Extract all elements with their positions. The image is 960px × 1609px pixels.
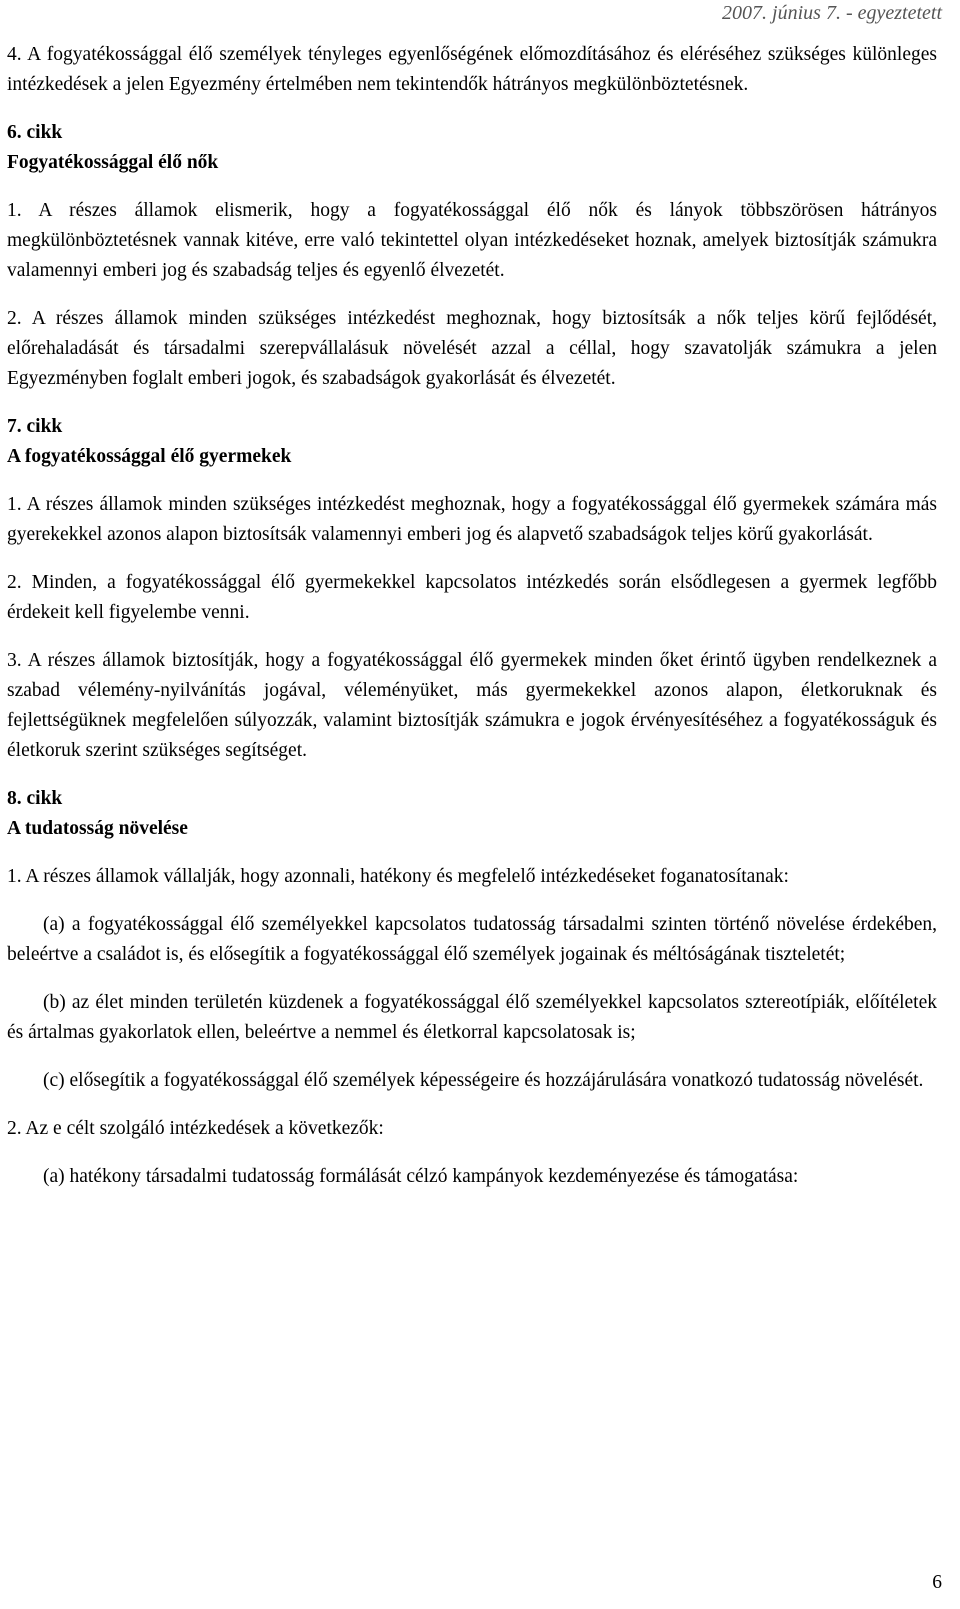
document-body [7,40,937,1192]
article7-number: 7. cikk [7,416,63,437]
article8-paragraph2-item-a: (a) hatékony társadalmi tudatosság formálását célzó kampányok kezdeményezése és támogatása: [43,1166,799,1187]
article7-paragraph2: 2. Minden, a fogyatékossággal élő gyermekekkel kapcsolatos intézkedés során elsődlegesen a gyermek legfőbb érdekeit kell figyelembe venni. [7,572,937,623]
article8-number: 8. cikk [7,788,63,809]
header-date-note: 2007. június 7. - egyeztetett [722,2,942,24]
article8-paragraph1-item-a: (a) a fogyatékossággal élő személyekkel kapcsolatos tudatosság társadalmi szinten történő növelése érdekében, beleértve a családot is, és elősegítik a fogyatékossággal élő személyek jogainak és méltóságának tiszteletét; [7,914,937,965]
article7-title: A fogyatékossággal élő gyermekek [7,446,292,467]
article8-paragraph1-item-b: (b) az élet minden területén küzdenek a fogyatékossággal élő személyekkel kapcsolatos sztereotípiák, előítéletek és ártalmas gyakorlatok ellen, beleértve a nemmel és életkorral kapcsolatosak is; [7,992,937,1043]
article8-paragraph2: 2. Az e célt szolgáló intézkedések a következők: [7,1118,384,1139]
article7-paragraph1: 1. A részes államok minden szükséges intézkedést meghoznak, hogy a fogyatékossággal élő gyermekek számára más gyerekekkel azonos alapon biztosítsák valamennyi emberi jog és alapvető szabadságok teljes körű gyakorlását. [7,494,937,545]
article6-number: 6. cikk [7,122,63,143]
article6-paragraph2: 2. A részes államok minden szükséges intézkedést meghoznak, hogy biztosítsák a nők teljes körű fejlődését, előrehaladását és társadalmi szerepvállalásuk növelését azzal a céllal, hogy szavatolják számukra a jelen Egyezményben foglalt emberi jogok, és szabadságok gyakorlását és élvezetét. [7,308,937,389]
page-number: 6 [932,1572,942,1593]
article8-paragraph1-item-c: (c) elősegítik a fogyatékossággal élő személyek képességeire és hozzájárulására vonatkozó tudatosság növelését. [43,1070,924,1091]
article8-title: A tudatosság növelése [7,818,188,839]
article5-paragraph4: 4. A fogyatékossággal élő személyek tényleges egyenlőségének előmozdításához és eléréséhez szükséges különleges intézkedések a jelen Egyezmény értelmében nem tekintendők hátrányos megkülönböztetésnek. [7,44,937,95]
article6-title: Fogyatékossággal élő nők [7,152,219,173]
article8-paragraph1: 1. A részes államok vállalják, hogy azonnali, hatékony és megfelelő intézkedéseket foganatosítanak: [7,866,789,887]
article7-paragraph3: 3. A részes államok biztosítják, hogy a fogyatékossággal élő gyermekek minden őket érintő ügyben rendelkeznek a szabad vélemény-nyilvánítás jogával, véleményüket, más gyermekekkel azonos alapon, életkoruknak és fejlettségüknek megfelelően súlyozzák, valamint biztosítják számukra e jogok érvényesítéséhez a fogyatékosságuk és életkoruk szerint szükséges segítséget. [7,650,937,761]
article6-paragraph1: 1. A részes államok elismerik, hogy a fogyatékossággal élő nők és lányok többszörösen hátrányos megkülönböztetésnek vannak kitéve, erre való tekintettel olyan intézkedéseket hoznak, amelyek biztosítják számukra valamennyi emberi jog és szabadság teljes és egyenlő élvezetét. [7,200,937,281]
